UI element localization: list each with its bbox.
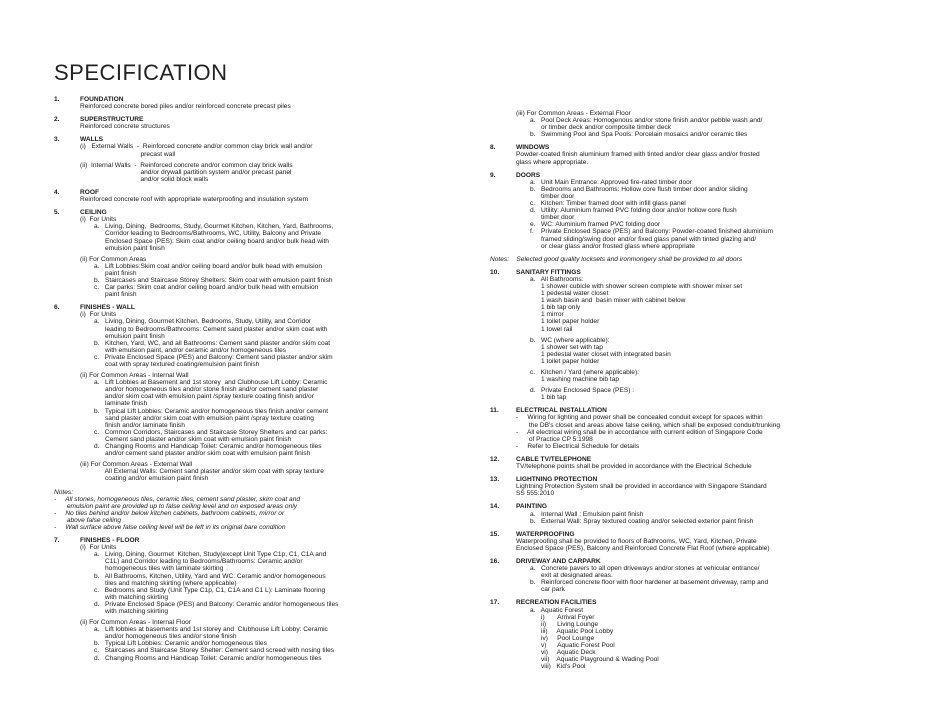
spec-section bbox=[490, 503, 892, 524]
spec-line: e. WC: Aluminium framed PVC folding door bbox=[530, 221, 661, 229]
spec-line: 1 pedestal water closet bbox=[530, 290, 609, 298]
section-heading: PAINTING bbox=[516, 503, 548, 511]
spec-line: iii) Aquatic Pool Lobby bbox=[530, 627, 614, 635]
section-number: 4. bbox=[54, 188, 60, 196]
spec-line: a. Living, Dining, Bedrooms, Study, Gourmet Kitchen, Kitchen, Yard, Bathrooms, bbox=[94, 223, 334, 231]
spec-section bbox=[490, 269, 892, 402]
spec-line: framed sliding/swing door and/or fixed glass panel with tinted glazing and/ bbox=[530, 235, 757, 243]
page-title: SPECIFICATION bbox=[54, 60, 228, 85]
spec-line: car park bbox=[530, 586, 565, 594]
spec-line: f. Private Enclosed Space (PES) and Balcony: Powder-coated finished aluminium bbox=[530, 228, 773, 236]
spec-line: and/or solid block walls bbox=[80, 175, 209, 183]
spec-line: c. Kitchen / Yard (where applicable): bbox=[530, 369, 639, 376]
spec-section bbox=[490, 144, 892, 165]
section-number: 17. bbox=[490, 599, 500, 607]
spec-line: (ii) Internal Walls - Reinforced concrete and/or common clay brick walls bbox=[80, 161, 293, 169]
right-column bbox=[490, 110, 892, 676]
spec-line: b. External Wall: Spray textured coating and/or selected exterior paint finish bbox=[530, 517, 754, 525]
spec-line: - No tiles behind and/or below kitchen cabinets, bathroom cabinets, mirror or bbox=[54, 509, 285, 517]
section-number: 8. bbox=[490, 144, 496, 152]
spec-line: glass where appropriate. bbox=[516, 158, 589, 166]
spec-line: with matching skirting bbox=[94, 593, 169, 601]
section-heading: RECREATION FACILITIES bbox=[516, 599, 597, 607]
spec-line: Reinforced concrete structures bbox=[80, 123, 170, 131]
spec-line: of Practice CP 5:1998 bbox=[516, 435, 593, 443]
spec-section bbox=[490, 531, 892, 552]
spec-section bbox=[54, 96, 468, 110]
section-heading: DOORS bbox=[516, 171, 541, 179]
spec-line: Enclosed Space (PES), Balcony and Reinforced Concrete Flat Roof (where applicable) bbox=[516, 544, 770, 552]
spec-line: a. Lift Lobbies at Basement and 1st storey and Clubhouse Lift Lobby: Ceramic bbox=[94, 379, 328, 387]
spec-line: Waterproofing shall be provided to floors of Bathrooms, WC, Yard, Kitchen, Private bbox=[516, 537, 757, 545]
section-heading: WATERPROOFING bbox=[516, 530, 575, 538]
spec-line: coating and/or emulsion paint finish bbox=[94, 475, 209, 483]
section-heading: FOUNDATION bbox=[80, 96, 124, 103]
spec-line: finish and/or laminate finish bbox=[94, 421, 185, 429]
section-number: 6. bbox=[54, 304, 60, 312]
section-number: 3. bbox=[54, 136, 60, 144]
spec-line: paint finish bbox=[94, 291, 137, 299]
spec-line: v) Aquatic Forest Pool bbox=[530, 642, 615, 649]
spec-line: (i) External Walls - Reinforced concrete and/or common clay brick wall and/or bbox=[80, 143, 313, 151]
spec-line: b. Kitchen, Yard, WC, and all Bathrooms: Cement sand plaster and/or skim coat bbox=[94, 339, 331, 347]
spec-line: or timber deck and/or composite timber deck bbox=[530, 124, 672, 132]
spec-line: c. Common Corridors, Staircases and Staircase Storey Shelters and car parks: bbox=[94, 428, 328, 436]
spec-line: TV/telephone points shall be provided in accordance with the Electrical Schedule bbox=[516, 463, 752, 471]
section-heading: SANITARY FITTINGS bbox=[516, 268, 581, 276]
section-number: 11. bbox=[490, 407, 499, 415]
spec-line: (i) For Units bbox=[80, 216, 117, 224]
spec-line: laminate finish bbox=[94, 400, 148, 408]
section-heading: WINDOWS bbox=[516, 144, 550, 152]
spec-line: d. Private Enclosed Space (PES) and Balcony: Ceramic and/or homogeneous tiles bbox=[94, 600, 339, 608]
spec-line: 1 toilet paper holder bbox=[530, 357, 600, 365]
spec-line: Enclosed Space (PES): Skim coat and/or ceiling board and/or bulk head with bbox=[94, 237, 329, 245]
section-number: 1. bbox=[54, 96, 60, 103]
spec-line: iv) Pool Lounge bbox=[530, 634, 595, 642]
spec-line: c. Bedrooms and Study (Unit Type C1p, C1, C1A and C1 L): Laminate flooring bbox=[94, 586, 326, 594]
notes-block bbox=[54, 489, 468, 532]
spec-line: Lightning Protection System shall be provided in accordance with Singapore Standard bbox=[516, 483, 767, 491]
section-heading: LIGHTNING PROTECTION bbox=[516, 476, 598, 484]
spec-line: a. Lift Lobbies:Skim coat and/or ceiling board and/or bulk head with emulsion bbox=[94, 262, 322, 270]
spec-line: d. Utility: Aluminium framed PVC folding door and/or hollow core flush bbox=[530, 207, 737, 215]
spec-line: a. Pool Deck Areas: Homogenous and/or stone finish and/or pebble wash and/ bbox=[530, 117, 763, 125]
spec-line: homogeneous tiles with laminate skirting bbox=[94, 565, 224, 573]
spec-section bbox=[54, 209, 468, 298]
spec-line: the DB's closet and areas above false ceiling, which shall be exposed conduit/trunking bbox=[516, 421, 781, 429]
spec-section bbox=[54, 136, 468, 183]
spec-section bbox=[490, 599, 892, 670]
spec-line: All External Walls: Cement sand plaster and/or skim coat with spray texture bbox=[94, 468, 324, 476]
spec-line: (i) For Units bbox=[80, 544, 117, 552]
spec-line: c. Staircases and Staircase Storey Shelter: Cement sand screed with nosing tiles bbox=[94, 647, 335, 655]
left-column bbox=[54, 96, 468, 668]
spec-line: c. Car parks: Skim coat and/or ceiling board and/or bulk head with emulsion bbox=[94, 284, 319, 292]
spec-line: emulsion paint finish bbox=[94, 332, 165, 340]
spec-line: - All electrical wiring shall be in accordance with current edition of Singapore Code bbox=[516, 428, 763, 436]
section-number: 13. bbox=[490, 476, 500, 484]
spec-line: d. Changing Rooms and Handicap Toilet: Ceramic and/or homogeneous tiles bbox=[94, 443, 322, 451]
section-heading: FINISHES - FLOOR bbox=[80, 537, 140, 545]
section-number: 16. bbox=[490, 557, 500, 565]
spec-line: and/or homogeneous tiles and/or stone finish bbox=[94, 633, 237, 641]
spec-line: a. All Bathrooms: bbox=[530, 275, 584, 283]
spec-line: 1 shower set with tap bbox=[530, 343, 603, 351]
spec-line: and/or skim coat with emulsion paint /spray texture coating finish and/or bbox=[94, 393, 314, 401]
notes-block bbox=[490, 256, 892, 263]
spec-line: or clear glass and/or frosted glass where appropriate bbox=[530, 242, 695, 250]
spec-line: C1L) and Corridor leading to Bedrooms/Bathrooms: Ceramic and/or bbox=[94, 558, 303, 566]
spec-line: with emulsion paint, and/or ceramic and/or homogeneous tiles bbox=[94, 346, 287, 354]
spec-line: Reinforced concrete bored piles and/or reinforced concrete precast piles bbox=[80, 103, 291, 111]
spec-line: tiles and matching skirting (where applicable) bbox=[94, 579, 237, 587]
spec-line: Notes: Selected good quality locksets and ironmongery shall be provided to all doors bbox=[490, 255, 743, 263]
spec-line: emulsion paint are provided up to false ceiling level and on exposed areas only bbox=[54, 502, 298, 510]
spec-section bbox=[54, 189, 468, 203]
spec-line: Notes: bbox=[54, 488, 74, 496]
spec-line: 1 bib tap only bbox=[530, 304, 581, 312]
spec-section bbox=[490, 110, 892, 138]
section-heading: ROOF bbox=[80, 188, 100, 196]
spec-line: - Refer to Electrical Schedule for details bbox=[516, 442, 640, 450]
section-heading: SUPERSTRUCTURE bbox=[80, 116, 144, 124]
spec-line: Corridor leading to Bedrooms/Bathrooms, WC, Utility, Balcony and Private bbox=[94, 230, 322, 238]
spec-line: SS 555:2010 bbox=[516, 490, 555, 498]
spec-line: b. Swimming Pool and Spa Pools: Porcelain mosaics and/or ceramic tiles bbox=[530, 131, 748, 139]
spec-section bbox=[490, 172, 892, 250]
spec-section bbox=[490, 407, 892, 450]
spec-line: vii) Aquatic Playground & Wading Pool bbox=[530, 656, 659, 664]
spec-line: Cement sand plaster and/or skim coat with emulsion paint finish bbox=[94, 435, 292, 443]
section-number: 10. bbox=[490, 268, 500, 276]
spec-line: a. Internal Wall : Emulsion paint finish bbox=[530, 510, 644, 518]
spec-line: 1 washing machine bib tap bbox=[530, 376, 620, 384]
spec-line: 1 pedestal water closet with integrated basin bbox=[530, 350, 671, 358]
section-number: 9. bbox=[490, 171, 496, 179]
spec-line: exit at designated areas. bbox=[530, 572, 613, 580]
spec-section bbox=[490, 456, 892, 470]
spec-line: timber door bbox=[530, 214, 575, 222]
spec-line: 1 wash basin and basin mixer with cabinet below bbox=[530, 297, 686, 305]
section-number: 15. bbox=[490, 530, 500, 538]
spec-line: b. Typical Lift Lobbies: Ceramic and/or homogeneous tiles bbox=[94, 640, 267, 648]
spec-line: leading to Bedrooms/Bathrooms: Cement sand plaster and/or skim coat with bbox=[94, 325, 328, 333]
spec-section bbox=[54, 304, 468, 482]
spec-section bbox=[490, 476, 892, 497]
spec-line: a. Lift lobbies at basements and 1st storey and Clubhouse Lift Lobby: Ceramic bbox=[94, 626, 328, 634]
spec-line: Reinforced concrete roof with appropriate waterproofing and insulation system bbox=[80, 196, 308, 204]
spec-line: (ii) For Common Areas - Internal Floor bbox=[80, 619, 192, 627]
spec-line: b. Reinforced concrete floor with floor hardener at basement driveway, ramp and bbox=[530, 579, 769, 587]
spec-line: (iii) For Common Areas - External Wall bbox=[80, 461, 193, 469]
spec-line: (ii) For Common Areas - Internal Wall bbox=[80, 372, 189, 380]
spec-line: c. Kitchen: Timber framed door with infill glass panel bbox=[530, 200, 686, 208]
spec-line: paint finish bbox=[94, 269, 137, 277]
section-heading: WALLS bbox=[80, 136, 104, 144]
spec-line: a. Living, Dining, Gourmet Kitchen, Bedrooms, Study, Utility, and Corridor bbox=[94, 318, 312, 326]
spec-line: a. Unit Main Entrance: Approved fire-rated timber door bbox=[530, 178, 692, 186]
section-heading: CABLE TV/TELEPHONE bbox=[516, 455, 592, 463]
spec-line: 1 towel rail bbox=[530, 325, 573, 333]
spec-line: 1 shower cubicle with shower screen complete with shower mixer set bbox=[530, 282, 743, 290]
spec-line: ii) Living Lounge bbox=[530, 620, 599, 628]
section-heading: ELECTRICAL INSTALLATION bbox=[516, 407, 607, 415]
section-number: 7. bbox=[54, 537, 60, 545]
spec-line: a. Living, Dining, Gourmet Kitchen, Study(except Unit Type C1p, C1, C1A and bbox=[94, 551, 327, 559]
spec-line: coat with spray textured coating/emulsion paint finish bbox=[94, 361, 260, 368]
section-heading: FINISHES - WALL bbox=[80, 304, 135, 312]
spec-line: c. Private Enclosed Space (PES) and Balcony: Cement sand plaster and/or skim bbox=[94, 353, 333, 361]
section-number: 12. bbox=[490, 455, 500, 463]
spec-line: - Wall surface above false ceiling level will be left in its original bare condition bbox=[54, 523, 286, 531]
spec-line: b. All Bathrooms, Kitchen, Utility, Yard and WC: Ceramic and/or homogeneous bbox=[94, 572, 326, 580]
spec-line: (iii) For Common Areas - External Floor bbox=[516, 110, 631, 117]
spec-line: above false ceiling bbox=[54, 516, 122, 524]
spec-line: and/or homogeneous tiles and/or stone finish and/or cement sand plaster bbox=[94, 386, 319, 394]
spec-line: i) Arrival Foyer bbox=[530, 613, 595, 621]
spec-section bbox=[490, 558, 892, 593]
spec-line: b. Typical Lift Lobbies: Ceramic and/or homogeneous tiles finish and/or cement bbox=[94, 407, 329, 415]
spec-line: d. Private Enclosed Space (PES) : bbox=[530, 387, 635, 395]
section-number: 5. bbox=[54, 209, 60, 217]
section-number: 2. bbox=[54, 116, 60, 124]
spec-line: and/or drywall partition system and/or precast panel bbox=[80, 168, 292, 176]
spec-line: sand plaster and/or skim coat with emulsion paint /spray texture coating bbox=[94, 414, 314, 422]
spec-line: emulsion paint finish bbox=[94, 244, 165, 252]
spec-line: (i) For Units bbox=[80, 311, 117, 319]
spec-line: 1 mirror bbox=[530, 311, 564, 319]
spec-line: timber door bbox=[530, 192, 575, 200]
spec-line: b. WC (where applicable): bbox=[530, 336, 610, 344]
spec-section bbox=[54, 116, 468, 130]
spec-line: Powder-coated finish aluminium framed with tinted and/or clear glass and/or frosted bbox=[516, 151, 760, 159]
spec-line: b. Staircases and Staircase Storey Shelters: Skim coat with emulsion paint finish bbox=[94, 276, 333, 284]
spec-line: 1 toilet paper holder bbox=[530, 318, 600, 326]
spec-line: - All stones, homogeneous tiles, ceramic tiles, cement sand plaster, skim coat and bbox=[54, 495, 301, 503]
spec-line: and/or cement sand plaster and/or skim coat with emulsion paint finish bbox=[94, 450, 311, 458]
spec-section bbox=[54, 537, 468, 662]
spec-line: viii) Kid's Pool bbox=[530, 663, 586, 671]
spec-line: - Wiring for lighting and power shall be concealed conduit except for spaces within bbox=[516, 414, 763, 422]
spec-line: precast wall bbox=[80, 150, 176, 158]
spec-line: a. Aquatic Forest bbox=[530, 606, 584, 614]
section-heading: CEILING bbox=[80, 209, 107, 217]
spec-line: b. Bedrooms and Bathrooms: Hollow core flush timber door and/or sliding bbox=[530, 185, 748, 193]
spec-line: (ii) For Common Areas bbox=[80, 255, 147, 263]
spec-line: d. Changing Rooms and Handicap Toilet: Ceramic and/or homogeneous tiles bbox=[94, 654, 322, 662]
spec-line: with matching skirting bbox=[94, 608, 169, 615]
spec-line: 1 bib tap bbox=[530, 394, 567, 402]
section-heading: DRIVEWAY AND CARPARK bbox=[516, 557, 601, 565]
spec-line: vi) Aquatic Deck bbox=[530, 649, 596, 657]
section-number: 14. bbox=[490, 503, 500, 511]
spec-line: a. Concrete pavers to all open driveways and/or stones at vehicular entrance/ bbox=[530, 565, 760, 573]
